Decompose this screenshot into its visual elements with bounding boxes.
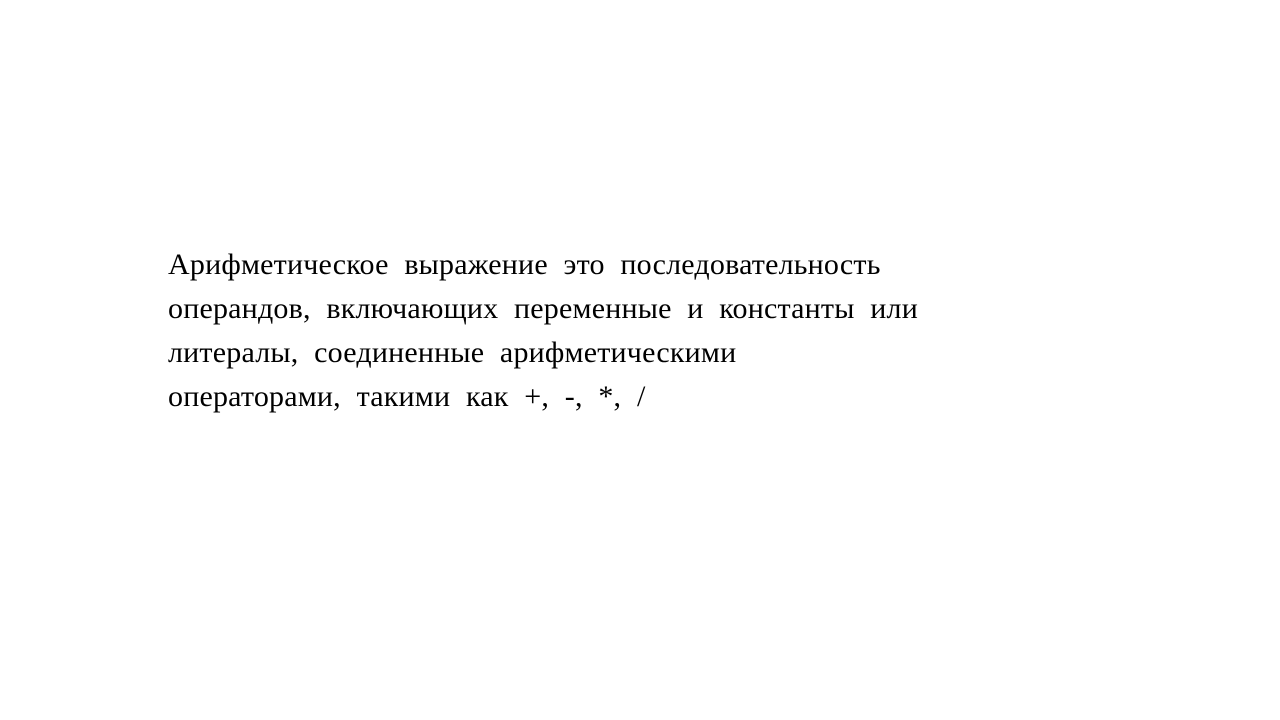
slide-text-line: Арифметическое выражение это последовательность [168, 248, 881, 281]
slide-text-line: операторами, такими как +, -, *, / [168, 380, 646, 413]
slide-text-line: операндов, включающих переменные и константы или [168, 292, 918, 325]
slide-text-line: литералы, соединенные арифметическими [168, 336, 737, 369]
slide-text-block [168, 243, 1068, 419]
